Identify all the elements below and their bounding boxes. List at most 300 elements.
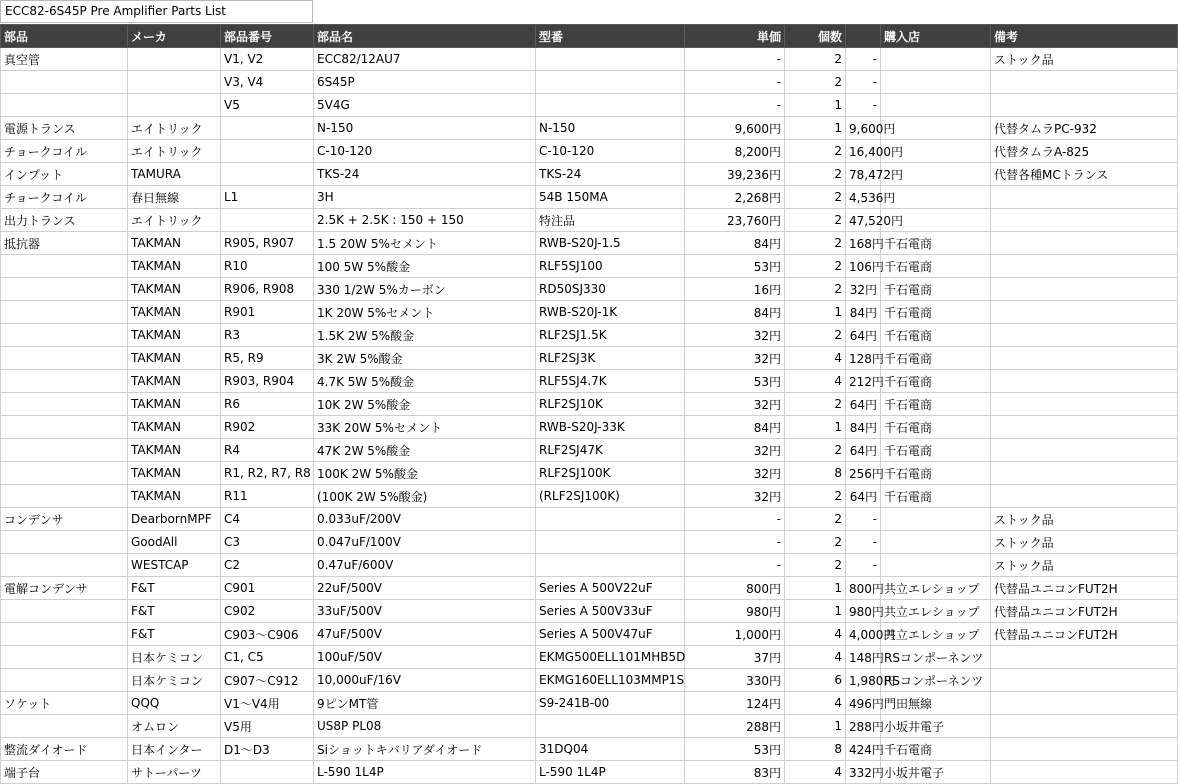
cell-unit-price[interactable]: 37円	[685, 646, 785, 669]
cell-part-name[interactable]: 33uF/500V	[314, 600, 536, 623]
cell-model-number[interactable]	[536, 715, 685, 738]
cell-part-name[interactable]: (100K 2W 5%酸金)	[314, 485, 536, 508]
cell-part-number[interactable]: V3, V4	[221, 71, 314, 94]
cell-model-number[interactable]	[536, 48, 685, 71]
cell-maker[interactable]: TAMURA	[128, 163, 221, 186]
cell-part-number[interactable]: R901	[221, 301, 314, 324]
cell-category[interactable]: コンデンサ	[1, 508, 128, 531]
cell-part-number[interactable]: R11	[221, 485, 314, 508]
cell-part-number[interactable]	[221, 140, 314, 163]
cell-notes[interactable]: 代替タムラPC-932	[991, 117, 1178, 140]
cell-category[interactable]: チョークコイル	[1, 140, 128, 163]
cell-notes[interactable]	[991, 715, 1178, 738]
cell-quantity[interactable]: 2	[785, 140, 846, 163]
cell-part-name[interactable]: 100 5W 5%酸金	[314, 255, 536, 278]
cell-part-number[interactable]: R903, R904	[221, 370, 314, 393]
cell-category[interactable]: 電源トランス	[1, 117, 128, 140]
cell-unit-price[interactable]: -	[685, 94, 785, 117]
cell-subtotal[interactable]: 78,472円	[846, 163, 881, 186]
cell-part-name[interactable]: 0.047uF/100V	[314, 531, 536, 554]
cell-model-number[interactable]: 54B 150MA	[536, 186, 685, 209]
cell-model-number[interactable]: RWB-S20J-33K	[536, 416, 685, 439]
cell-quantity[interactable]: 1	[785, 117, 846, 140]
cell-vendor[interactable]: RSコンポーネンツ	[881, 669, 991, 692]
cell-part-name[interactable]: 5V4G	[314, 94, 536, 117]
cell-subtotal[interactable]: 47,520円	[846, 209, 881, 232]
cell-model-number[interactable]: EKMG160ELL103MMP1S	[536, 669, 685, 692]
cell-part-name[interactable]: 1.5 20W 5%セメント	[314, 232, 536, 255]
cell-maker[interactable]: TAKMAN	[128, 416, 221, 439]
cell-notes[interactable]: ストック品	[991, 554, 1178, 577]
column-header-notes[interactable]: 備考	[991, 25, 1178, 48]
cell-part-name[interactable]: 10K 2W 5%酸金	[314, 393, 536, 416]
cell-notes[interactable]	[991, 301, 1178, 324]
cell-notes[interactable]	[991, 439, 1178, 462]
cell-subtotal[interactable]: -	[846, 508, 881, 531]
cell-vendor[interactable]	[881, 71, 991, 94]
cell-part-number[interactable]: R4	[221, 439, 314, 462]
cell-part-name[interactable]: 3K 2W 5%酸金	[314, 347, 536, 370]
cell-maker[interactable]: TAKMAN	[128, 255, 221, 278]
cell-maker[interactable]: GoodAll	[128, 531, 221, 554]
cell-category[interactable]	[1, 646, 128, 669]
cell-category[interactable]	[1, 71, 128, 94]
cell-subtotal[interactable]: 106円	[846, 255, 881, 278]
cell-category[interactable]	[1, 531, 128, 554]
cell-model-number[interactable]: TKS-24	[536, 163, 685, 186]
cell-part-number[interactable]: R10	[221, 255, 314, 278]
cell-unit-price[interactable]: 124円	[685, 692, 785, 715]
cell-category[interactable]	[1, 669, 128, 692]
cell-model-number[interactable]: RLF2SJ100K	[536, 462, 685, 485]
cell-maker[interactable]: TAKMAN	[128, 485, 221, 508]
cell-quantity[interactable]: 4	[785, 623, 846, 646]
cell-subtotal[interactable]: -	[846, 71, 881, 94]
cell-quantity[interactable]: 4	[785, 646, 846, 669]
cell-model-number[interactable]: Series A 500V33uF	[536, 600, 685, 623]
cell-category[interactable]	[1, 416, 128, 439]
cell-unit-price[interactable]: 53円	[685, 255, 785, 278]
cell-quantity[interactable]: 1	[785, 577, 846, 600]
cell-part-name[interactable]: TKS-24	[314, 163, 536, 186]
cell-category[interactable]	[1, 301, 128, 324]
cell-maker[interactable]: TAKMAN	[128, 278, 221, 301]
cell-part-number[interactable]: R1, R2, R7, R8	[221, 462, 314, 485]
cell-notes[interactable]	[991, 393, 1178, 416]
sheet-title[interactable]: ECC82-6S45P Pre Amplifier Parts List	[0, 0, 313, 23]
column-header-unit-price[interactable]: 単価	[685, 25, 785, 48]
cell-unit-price[interactable]: 53円	[685, 370, 785, 393]
cell-vendor[interactable]	[881, 186, 991, 209]
cell-vendor[interactable]: 千石電商	[881, 462, 991, 485]
cell-notes[interactable]	[991, 255, 1178, 278]
cell-maker[interactable]	[128, 94, 221, 117]
cell-notes[interactable]	[991, 186, 1178, 209]
cell-model-number[interactable]: L-590 1L4P	[536, 761, 685, 784]
cell-vendor[interactable]	[881, 554, 991, 577]
cell-model-number[interactable]: RLF2SJ3K	[536, 347, 685, 370]
cell-category[interactable]	[1, 347, 128, 370]
cell-subtotal[interactable]: 32円	[846, 278, 881, 301]
cell-part-name[interactable]: 10,000uF/16V	[314, 669, 536, 692]
cell-part-name[interactable]: 9ピンMT管	[314, 692, 536, 715]
cell-maker[interactable]: オムロン	[128, 715, 221, 738]
cell-part-name[interactable]: ECC82/12AU7	[314, 48, 536, 71]
cell-notes[interactable]	[991, 462, 1178, 485]
cell-subtotal[interactable]: -	[846, 531, 881, 554]
cell-notes[interactable]	[991, 416, 1178, 439]
cell-notes[interactable]	[991, 646, 1178, 669]
cell-notes[interactable]: 代替品ユニコンFUT2H	[991, 577, 1178, 600]
cell-category[interactable]	[1, 554, 128, 577]
cell-notes[interactable]	[991, 94, 1178, 117]
cell-vendor[interactable]	[881, 94, 991, 117]
cell-notes[interactable]	[991, 347, 1178, 370]
cell-part-number[interactable]	[221, 761, 314, 784]
cell-model-number[interactable]: RD50SJ330	[536, 278, 685, 301]
cell-model-number[interactable]	[536, 508, 685, 531]
cell-vendor[interactable]: 千石電商	[881, 485, 991, 508]
cell-unit-price[interactable]: 16円	[685, 278, 785, 301]
cell-vendor[interactable]: RSコンポーネンツ	[881, 646, 991, 669]
cell-category[interactable]	[1, 278, 128, 301]
cell-maker[interactable]: サトーパーツ	[128, 761, 221, 784]
cell-subtotal[interactable]: 148円	[846, 646, 881, 669]
cell-unit-price[interactable]: 32円	[685, 393, 785, 416]
cell-part-number[interactable]: L1	[221, 186, 314, 209]
cell-subtotal[interactable]: 64円	[846, 324, 881, 347]
cell-unit-price[interactable]: 84円	[685, 416, 785, 439]
cell-unit-price[interactable]: 32円	[685, 347, 785, 370]
cell-subtotal[interactable]: 4,000円	[846, 623, 881, 646]
cell-subtotal[interactable]: 288円	[846, 715, 881, 738]
cell-quantity[interactable]: 1	[785, 715, 846, 738]
cell-category[interactable]: チョークコイル	[1, 186, 128, 209]
cell-vendor[interactable]: 小坂井電子	[881, 715, 991, 738]
cell-maker[interactable]: DearbornMPF	[128, 508, 221, 531]
column-header-part-number[interactable]: 部品番号	[221, 25, 314, 48]
cell-category[interactable]: 出力トランス	[1, 209, 128, 232]
column-header-vendor[interactable]: 購入店	[881, 25, 991, 48]
cell-vendor[interactable]	[881, 48, 991, 71]
cell-model-number[interactable]: EKMG500ELL101MHB5D	[536, 646, 685, 669]
cell-category[interactable]	[1, 462, 128, 485]
cell-model-number[interactable]: RLF5SJ100	[536, 255, 685, 278]
cell-maker[interactable]: 日本インター	[128, 738, 221, 761]
cell-notes[interactable]: ストック品	[991, 531, 1178, 554]
cell-notes[interactable]	[991, 232, 1178, 255]
cell-category[interactable]: 端子台	[1, 761, 128, 784]
cell-part-name[interactable]: Siショットキバリアダイオード	[314, 738, 536, 761]
cell-quantity[interactable]: 2	[785, 209, 846, 232]
cell-notes[interactable]: 代替品ユニコンFUT2H	[991, 600, 1178, 623]
cell-part-number[interactable]: R906, R908	[221, 278, 314, 301]
cell-part-number[interactable]: V5用	[221, 715, 314, 738]
cell-maker[interactable]: TAKMAN	[128, 324, 221, 347]
cell-quantity[interactable]: 1	[785, 301, 846, 324]
cell-maker[interactable]: エイトリック	[128, 140, 221, 163]
cell-subtotal[interactable]: 424円	[846, 738, 881, 761]
cell-quantity[interactable]: 2	[785, 71, 846, 94]
column-header-maker[interactable]: メーカ	[128, 25, 221, 48]
cell-part-name[interactable]: 100uF/50V	[314, 646, 536, 669]
cell-maker[interactable]: WESTCAP	[128, 554, 221, 577]
cell-category[interactable]	[1, 715, 128, 738]
cell-subtotal[interactable]: 9,600円	[846, 117, 881, 140]
cell-vendor[interactable]	[881, 508, 991, 531]
cell-quantity[interactable]: 2	[785, 393, 846, 416]
column-header-model-number[interactable]: 型番	[536, 25, 685, 48]
cell-quantity[interactable]: 4	[785, 692, 846, 715]
cell-vendor[interactable]: 共立エレショップ	[881, 600, 991, 623]
cell-model-number[interactable]: Series A 500V22uF	[536, 577, 685, 600]
cell-notes[interactable]: 代替品ユニコンFUT2H	[991, 623, 1178, 646]
cell-part-name[interactable]: 1.5K 2W 5%酸金	[314, 324, 536, 347]
cell-part-number[interactable]: C1, C5	[221, 646, 314, 669]
cell-subtotal[interactable]: 84円	[846, 301, 881, 324]
cell-part-number[interactable]: V1～V4用	[221, 692, 314, 715]
cell-subtotal[interactable]: 332円	[846, 761, 881, 784]
cell-quantity[interactable]: 1	[785, 600, 846, 623]
cell-notes[interactable]	[991, 324, 1178, 347]
cell-maker[interactable]: 春日無線	[128, 186, 221, 209]
cell-category[interactable]	[1, 393, 128, 416]
cell-model-number[interactable]: (RLF2SJ100K)	[536, 485, 685, 508]
cell-quantity[interactable]: 2	[785, 324, 846, 347]
cell-unit-price[interactable]: -	[685, 531, 785, 554]
cell-part-number[interactable]	[221, 163, 314, 186]
cell-model-number[interactable]	[536, 554, 685, 577]
cell-unit-price[interactable]: 53円	[685, 738, 785, 761]
cell-maker[interactable]: TAKMAN	[128, 393, 221, 416]
cell-vendor[interactable]: 千石電商	[881, 278, 991, 301]
cell-part-name[interactable]: US8P PL08	[314, 715, 536, 738]
cell-unit-price[interactable]: 1,000円	[685, 623, 785, 646]
cell-part-number[interactable]: C907～C912	[221, 669, 314, 692]
cell-maker[interactable]: 日本ケミコン	[128, 646, 221, 669]
cell-part-name[interactable]: 100K 2W 5%酸金	[314, 462, 536, 485]
cell-vendor[interactable]: 千石電商	[881, 347, 991, 370]
cell-subtotal[interactable]: -	[846, 94, 881, 117]
cell-part-name[interactable]: 3H	[314, 186, 536, 209]
cell-part-number[interactable]: R905, R907	[221, 232, 314, 255]
cell-unit-price[interactable]: 23,760円	[685, 209, 785, 232]
cell-subtotal[interactable]: -	[846, 48, 881, 71]
cell-category[interactable]	[1, 623, 128, 646]
cell-quantity[interactable]: 2	[785, 232, 846, 255]
cell-quantity[interactable]: 2	[785, 508, 846, 531]
cell-notes[interactable]	[991, 278, 1178, 301]
cell-maker[interactable]	[128, 71, 221, 94]
cell-model-number[interactable]: S9-241B-00	[536, 692, 685, 715]
cell-part-number[interactable]	[221, 209, 314, 232]
cell-vendor[interactable]: 千石電商	[881, 370, 991, 393]
cell-vendor[interactable]: 千石電商	[881, 301, 991, 324]
cell-part-number[interactable]: R3	[221, 324, 314, 347]
cell-vendor[interactable]	[881, 531, 991, 554]
cell-category[interactable]: 電解コンデンサ	[1, 577, 128, 600]
cell-part-name[interactable]: 47K 2W 5%酸金	[314, 439, 536, 462]
cell-part-name[interactable]: 2.5K + 2.5K : 150 + 150	[314, 209, 536, 232]
cell-category[interactable]	[1, 370, 128, 393]
cell-model-number[interactable]: RLF5SJ4.7K	[536, 370, 685, 393]
cell-part-number[interactable]: D1～D3	[221, 738, 314, 761]
cell-notes[interactable]: ストック品	[991, 48, 1178, 71]
cell-maker[interactable]: TAKMAN	[128, 301, 221, 324]
cell-notes[interactable]	[991, 209, 1178, 232]
cell-unit-price[interactable]: 84円	[685, 301, 785, 324]
cell-vendor[interactable]: 小坂井電子	[881, 761, 991, 784]
cell-category[interactable]	[1, 324, 128, 347]
cell-quantity[interactable]: 8	[785, 738, 846, 761]
cell-maker[interactable]: QQQ	[128, 692, 221, 715]
cell-model-number[interactable]: 31DQ04	[536, 738, 685, 761]
cell-unit-price[interactable]: 980円	[685, 600, 785, 623]
cell-maker[interactable]: F&T	[128, 600, 221, 623]
cell-unit-price[interactable]: 800円	[685, 577, 785, 600]
cell-notes[interactable]	[991, 485, 1178, 508]
cell-part-number[interactable]: V1, V2	[221, 48, 314, 71]
cell-quantity[interactable]: 6	[785, 669, 846, 692]
cell-category[interactable]: ソケット	[1, 692, 128, 715]
column-header-category[interactable]: 部品	[1, 25, 128, 48]
cell-part-number[interactable]: C902	[221, 600, 314, 623]
cell-vendor[interactable]: 共立エレショップ	[881, 577, 991, 600]
cell-unit-price[interactable]: 32円	[685, 439, 785, 462]
cell-part-number[interactable]: C4	[221, 508, 314, 531]
cell-unit-price[interactable]: 330円	[685, 669, 785, 692]
cell-quantity[interactable]: 2	[785, 48, 846, 71]
cell-category[interactable]: 整流ダイオード	[1, 738, 128, 761]
cell-part-number[interactable]: C2	[221, 554, 314, 577]
column-header-part-name[interactable]: 部品名	[314, 25, 536, 48]
cell-model-number[interactable]: RLF2SJ47K	[536, 439, 685, 462]
cell-subtotal[interactable]: 128円	[846, 347, 881, 370]
cell-subtotal[interactable]: 4,536円	[846, 186, 881, 209]
cell-unit-price[interactable]: 9,600円	[685, 117, 785, 140]
cell-part-name[interactable]: 0.033uF/200V	[314, 508, 536, 531]
cell-part-name[interactable]: N-150	[314, 117, 536, 140]
cell-unit-price[interactable]: 32円	[685, 462, 785, 485]
cell-model-number[interactable]	[536, 71, 685, 94]
cell-subtotal[interactable]: 1,980円	[846, 669, 881, 692]
cell-maker[interactable]: エイトリック	[128, 209, 221, 232]
cell-category[interactable]	[1, 485, 128, 508]
cell-maker[interactable]: TAKMAN	[128, 232, 221, 255]
cell-maker[interactable]	[128, 48, 221, 71]
cell-unit-price[interactable]: -	[685, 508, 785, 531]
cell-quantity[interactable]: 1	[785, 94, 846, 117]
cell-quantity[interactable]: 4	[785, 761, 846, 784]
cell-unit-price[interactable]: -	[685, 48, 785, 71]
cell-unit-price[interactable]: 39,236円	[685, 163, 785, 186]
cell-vendor[interactable]: 千石電商	[881, 738, 991, 761]
cell-maker[interactable]: TAKMAN	[128, 462, 221, 485]
cell-unit-price[interactable]: 84円	[685, 232, 785, 255]
cell-notes[interactable]	[991, 692, 1178, 715]
cell-model-number[interactable]: RLF2SJ1.5K	[536, 324, 685, 347]
cell-quantity[interactable]: 2	[785, 278, 846, 301]
cell-vendor[interactable]: 門田無線	[881, 692, 991, 715]
cell-subtotal[interactable]: 84円	[846, 416, 881, 439]
cell-model-number[interactable]	[536, 531, 685, 554]
cell-subtotal[interactable]: 168円	[846, 232, 881, 255]
cell-part-name[interactable]: 1K 20W 5%セメント	[314, 301, 536, 324]
cell-quantity[interactable]: 4	[785, 370, 846, 393]
cell-quantity[interactable]: 8	[785, 462, 846, 485]
cell-part-name[interactable]: 33K 20W 5%セメント	[314, 416, 536, 439]
cell-subtotal[interactable]: -	[846, 554, 881, 577]
cell-model-number[interactable]: Series A 500V47uF	[536, 623, 685, 646]
cell-subtotal[interactable]: 212円	[846, 370, 881, 393]
cell-category[interactable]	[1, 255, 128, 278]
cell-subtotal[interactable]: 980円	[846, 600, 881, 623]
cell-unit-price[interactable]: -	[685, 554, 785, 577]
cell-maker[interactable]: TAKMAN	[128, 439, 221, 462]
cell-maker[interactable]: F&T	[128, 623, 221, 646]
cell-model-number[interactable]: 特注品	[536, 209, 685, 232]
cell-category[interactable]: 真空管	[1, 48, 128, 71]
cell-part-number[interactable]: C901	[221, 577, 314, 600]
cell-category[interactable]	[1, 94, 128, 117]
cell-unit-price[interactable]: 83円	[685, 761, 785, 784]
cell-quantity[interactable]: 2	[785, 186, 846, 209]
cell-model-number[interactable]: RWB-S20J-1.5	[536, 232, 685, 255]
cell-part-name[interactable]: C-10-120	[314, 140, 536, 163]
cell-part-name[interactable]: 22uF/500V	[314, 577, 536, 600]
cell-category[interactable]	[1, 600, 128, 623]
cell-part-number[interactable]: R902	[221, 416, 314, 439]
cell-notes[interactable]	[991, 71, 1178, 94]
cell-model-number[interactable]	[536, 94, 685, 117]
cell-part-name[interactable]: 330 1/2W 5%カーボン	[314, 278, 536, 301]
cell-maker[interactable]: TAKMAN	[128, 370, 221, 393]
cell-notes[interactable]	[991, 370, 1178, 393]
cell-vendor[interactable]: 千石電商	[881, 232, 991, 255]
cell-subtotal[interactable]: 16,400円	[846, 140, 881, 163]
cell-quantity[interactable]: 2	[785, 439, 846, 462]
cell-part-name[interactable]: L-590 1L4P	[314, 761, 536, 784]
column-header-subtotal[interactable]	[846, 25, 881, 48]
cell-subtotal[interactable]: 64円	[846, 485, 881, 508]
cell-part-number[interactable]: C903～C906	[221, 623, 314, 646]
cell-unit-price[interactable]: 8,200円	[685, 140, 785, 163]
cell-subtotal[interactable]: 64円	[846, 439, 881, 462]
cell-quantity[interactable]: 2	[785, 485, 846, 508]
cell-subtotal[interactable]: 800円	[846, 577, 881, 600]
cell-notes[interactable]	[991, 738, 1178, 761]
cell-unit-price[interactable]: 288円	[685, 715, 785, 738]
cell-part-name[interactable]: 6S45P	[314, 71, 536, 94]
cell-vendor[interactable]: 千石電商	[881, 324, 991, 347]
cell-part-number[interactable]	[221, 117, 314, 140]
cell-part-number[interactable]: R6	[221, 393, 314, 416]
cell-vendor[interactable]	[881, 117, 991, 140]
cell-quantity[interactable]: 2	[785, 531, 846, 554]
cell-subtotal[interactable]: 256円	[846, 462, 881, 485]
cell-maker[interactable]: 日本ケミコン	[128, 669, 221, 692]
cell-notes[interactable]: 代替タムラA-825	[991, 140, 1178, 163]
cell-category[interactable]	[1, 439, 128, 462]
cell-category[interactable]: 抵抗器	[1, 232, 128, 255]
column-header-quantity[interactable]: 個数	[785, 25, 846, 48]
cell-part-number[interactable]: R5, R9	[221, 347, 314, 370]
cell-unit-price[interactable]: 32円	[685, 324, 785, 347]
cell-unit-price[interactable]: -	[685, 71, 785, 94]
cell-vendor[interactable]: 共立エレショップ	[881, 623, 991, 646]
cell-vendor[interactable]: 千石電商	[881, 255, 991, 278]
cell-vendor[interactable]: 千石電商	[881, 416, 991, 439]
